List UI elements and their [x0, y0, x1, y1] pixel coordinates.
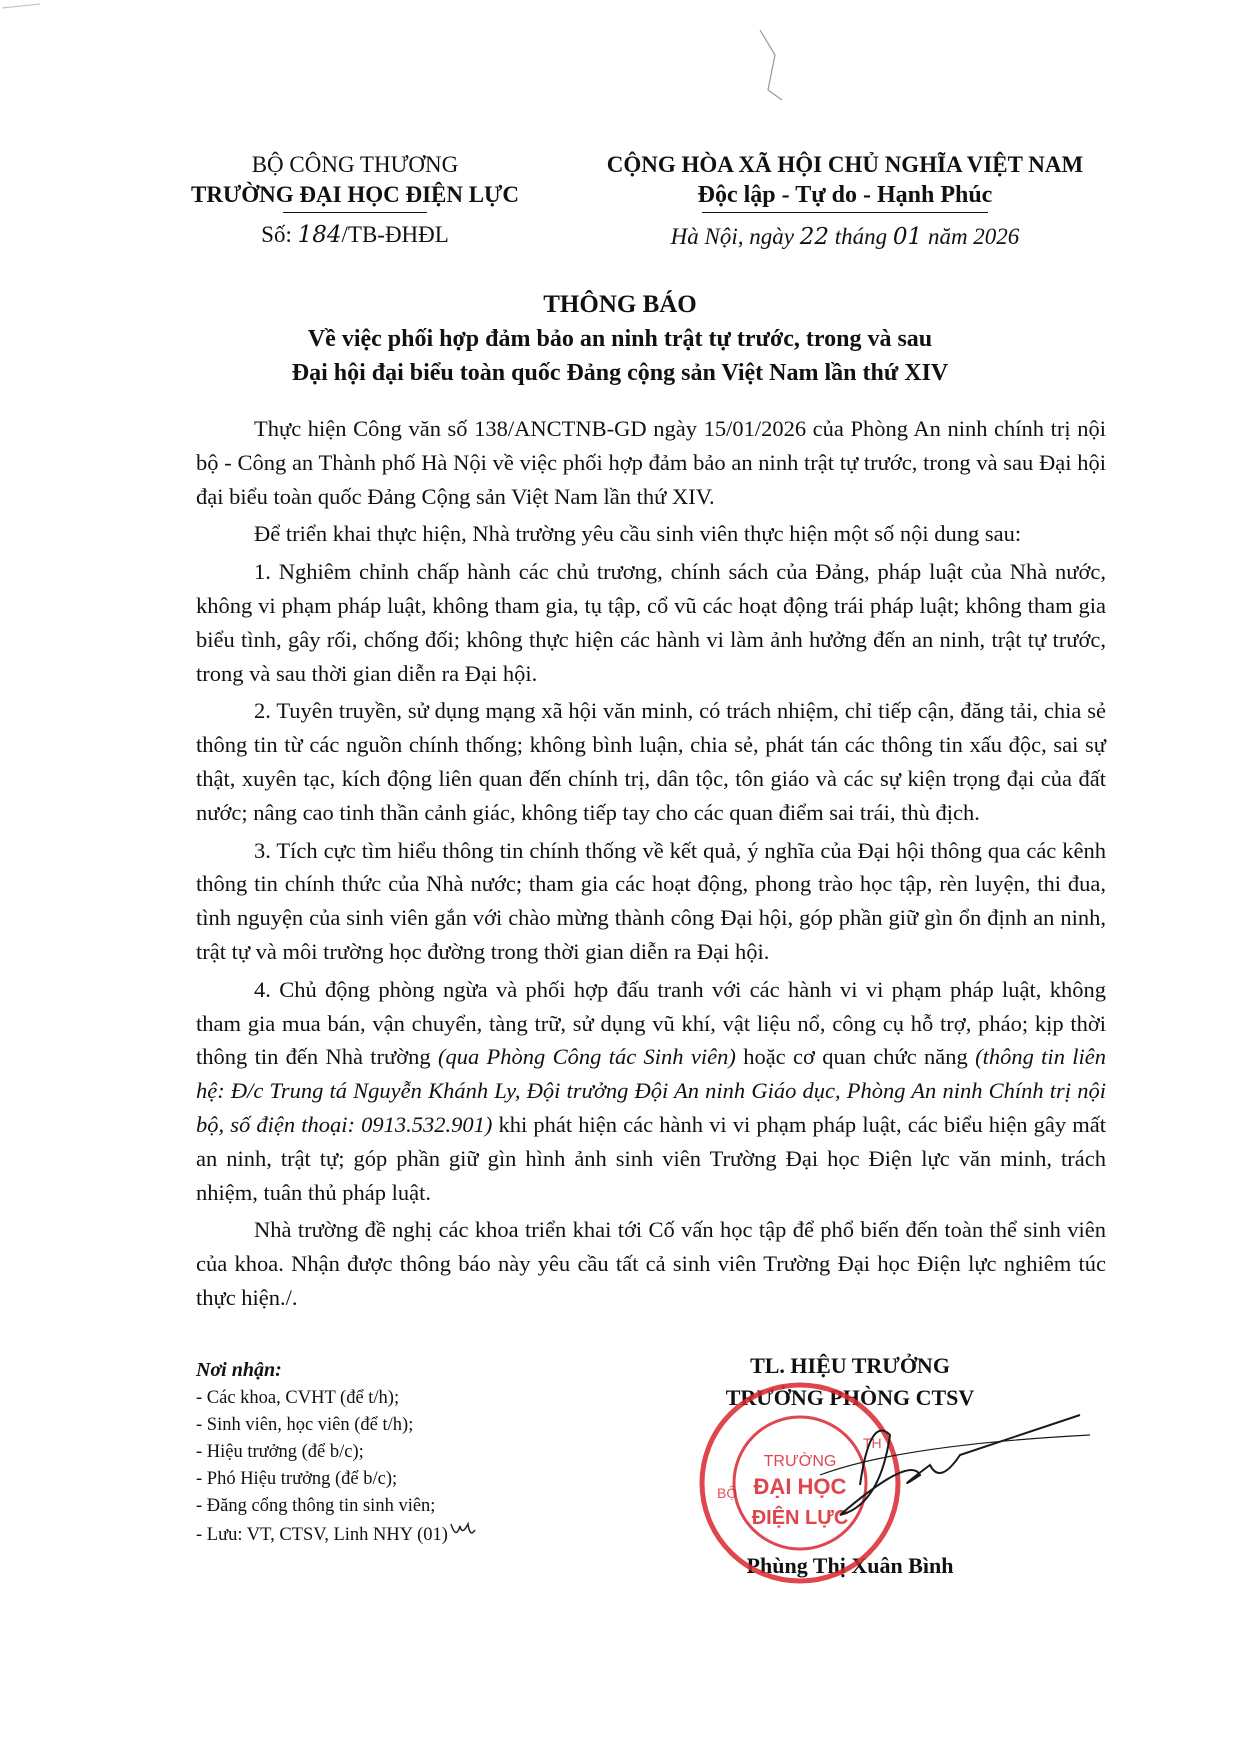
recipients-heading: Nơi nhận: — [196, 1359, 282, 1381]
doc-no-prefix: Số: — [261, 222, 298, 247]
doc-no-handwritten: 184 — [297, 222, 342, 248]
initials-mark — [448, 1520, 478, 1544]
item-4-text-c: hoặc cơ quan chức năng — [735, 1044, 976, 1070]
document-body — [196, 412, 1106, 1319]
recipient-archive: - Lưu: VT, CTSV, Linh NHY (01) — [196, 1525, 448, 1545]
paragraph-item-4 — [196, 973, 1106, 1210]
svg-text:TRƯỜNG: TRƯỜNG — [763, 1453, 837, 1470]
recipients-list — [196, 1355, 596, 1549]
svg-text:TH: TH — [863, 1435, 882, 1451]
nation-block — [560, 150, 1130, 252]
paragraph-item-3: 3. Tích cực tìm hiểu thông tin chính thống về kết quả, ý nghĩa của Đại hội thông qua các kênh thông tin chính thức của Nhà nước; tham gia các hoạt động, phong trào học tập, rèn luyện, thi đua, tình nguyện của sinh viên gắn với chào mừng thành công Đại hội, góp phần giữ gìn ổn định an ninh, trật tự và môi trường học đường trong thời gian diễn ra Đại hội. — [196, 837, 1106, 964]
document-title — [120, 288, 1120, 390]
document-number — [180, 220, 530, 250]
item-4-italic-b: (qua Phòng Công tác Sinh viên) — [437, 1044, 736, 1070]
date-suffix: năm 2026 — [922, 224, 1020, 249]
svg-text:BỘ: BỘ — [717, 1485, 738, 1501]
doc-no-suffix: /TB-ĐHĐL — [341, 222, 449, 247]
recipient-item: - Đăng cổng thông tin sinh viên; — [196, 1496, 436, 1516]
scan-artifact — [0, 0, 1242, 120]
svg-text:ĐIỆN LỰC: ĐIỆN LỰC — [751, 1507, 849, 1529]
item-4-italic-d: (thông tin liên hệ: Đ/c Trung tá Nguyễn Khánh Ly, Đội trưởng Đội An ninh Giáo dục, Phòng An ninh Chính trị nội bộ, số điện thoại: 0913.532.901) — [196, 1044, 1107, 1137]
item-4-text-e: khi phát hiện các hành vi vi phạm pháp luật, các biểu hiện gây mất an ninh, trật tự; góp phần giữ gìn hình ảnh sinh viên Trường Đại học Điện lực văn minh, trách nhiệm, tuân thủ pháp luật. — [196, 1111, 1106, 1205]
recipient-item — [196, 1520, 596, 1549]
signer-title: TRƯỞNG PHÒNG CTSV — [725, 1385, 975, 1410]
nation-name: CỘNG HÒA XÃ HỘI CHỦ NGHĨA VIỆT NAM — [606, 152, 1084, 177]
title-line-2: Đại hội đại biểu toàn quốc Đảng cộng sản Việt Nam lần thứ XIV — [291, 360, 949, 386]
paragraph-item-2: 2. Tuyên truyền, sử dụng mạng xã hội văn minh, có trách nhiệm, chỉ tiếp cận, đăng tải, chia sẻ thông tin từ các nguồn chính thống; không bình luận, chia sẻ, phát tán các thông tin xấu độc, sai sự thật, xuyên tạc, kích động liên quan đến chính trị, dân tộc, tôn giáo và các sự kiện trọng đại của đất nước; nâng cao tinh thần cảnh giác, không tiếp tay cho các quan điểm sai trái, thù địch. — [196, 698, 1106, 825]
recipient-item: - Phó Hiệu trưởng (để b/c); — [196, 1469, 398, 1489]
paragraph-closing: Nhà trường đề nghị các khoa triển khai tới Cố vấn học tập để phổ biến đến toàn thể sinh viên của khoa. Nhận được thông báo này yêu cầu tất cả sinh viên Trường Đại học Điện lực nghiêm túc thực hiện./. — [196, 1217, 1106, 1310]
date-prefix: Hà Nội, ngày — [670, 224, 800, 249]
date-day: 22 — [799, 224, 830, 250]
handwritten-signature — [800, 1395, 1100, 1535]
ministry-name: BỘ CÔNG THƯƠNG — [251, 152, 459, 177]
title-line-1: Về việc phối hợp đảm bảo an ninh trật tự trước, trong và sau — [307, 326, 933, 352]
recipient-item: - Các khoa, CVHT (để t/h); — [196, 1388, 400, 1408]
date-mid: tháng — [829, 224, 893, 249]
national-motto: Độc lập - Tự do - Hạnh Phúc — [697, 182, 993, 208]
paragraph-item-1: 1. Nghiêm chỉnh chấp hành các chủ trương, chính sách của Đảng, pháp luật của Nhà nước, không vi phạm pháp luật, không tham gia, tụ tập, cổ vũ các hoạt động trái pháp luật; không tham gia biểu tình, gây rối, chống đối; không thực hiện các hành vi làm ảnh hưởng đến an ninh, trật tự trước, trong và sau thời gian diễn ra Đại hội. — [196, 559, 1106, 686]
title-heading: THÔNG BÁO — [543, 291, 697, 318]
date-month: 01 — [892, 224, 923, 250]
recipient-item: - Sinh viên, học viên (để t/h); — [196, 1415, 414, 1435]
signer-authority: TL. HIỆU TRƯỞNG — [750, 1353, 950, 1378]
svg-text:ĐẠI HỌC: ĐẠI HỌC — [753, 1474, 847, 1499]
recipient-item: - Hiệu trưởng (để b/c); — [196, 1442, 364, 1462]
signer-name: Phùng Thị Xuân Bình — [746, 1553, 954, 1578]
paragraph-intro: Thực hiện Công văn số 138/ANCTNB-GD ngày 15/01/2026 của Phòng An ninh chính trị nội bộ - Công an Thành phố Hà Nội về việc phối hợp đảm bảo an ninh trật tự trước, trong và sau Đại hội đại biểu toàn quốc Đảng Cộng sản Việt Nam lần thứ XIV. — [196, 416, 1106, 509]
document-date — [560, 222, 1130, 252]
issuer-block — [180, 150, 530, 250]
item-4-text-a: 4. Chủ động phòng ngừa và phối hợp đấu tranh với các hành vi vi phạm pháp luật, không tham gia mua bán, vận chuyển, tàng trữ, sử dụng vũ khí, vật liệu nổ, công cụ hỗ trợ, pháo; kịp thời thông tin đến Nhà trường — [196, 976, 1106, 1070]
school-name: TRƯỜNG ĐẠI HỌC ĐIỆN LỰC — [191, 180, 519, 210]
paragraph-request: Để triển khai thực hiện, Nhà trường yêu cầu sinh viên thực hiện một số nội dung sau: — [254, 521, 1022, 547]
